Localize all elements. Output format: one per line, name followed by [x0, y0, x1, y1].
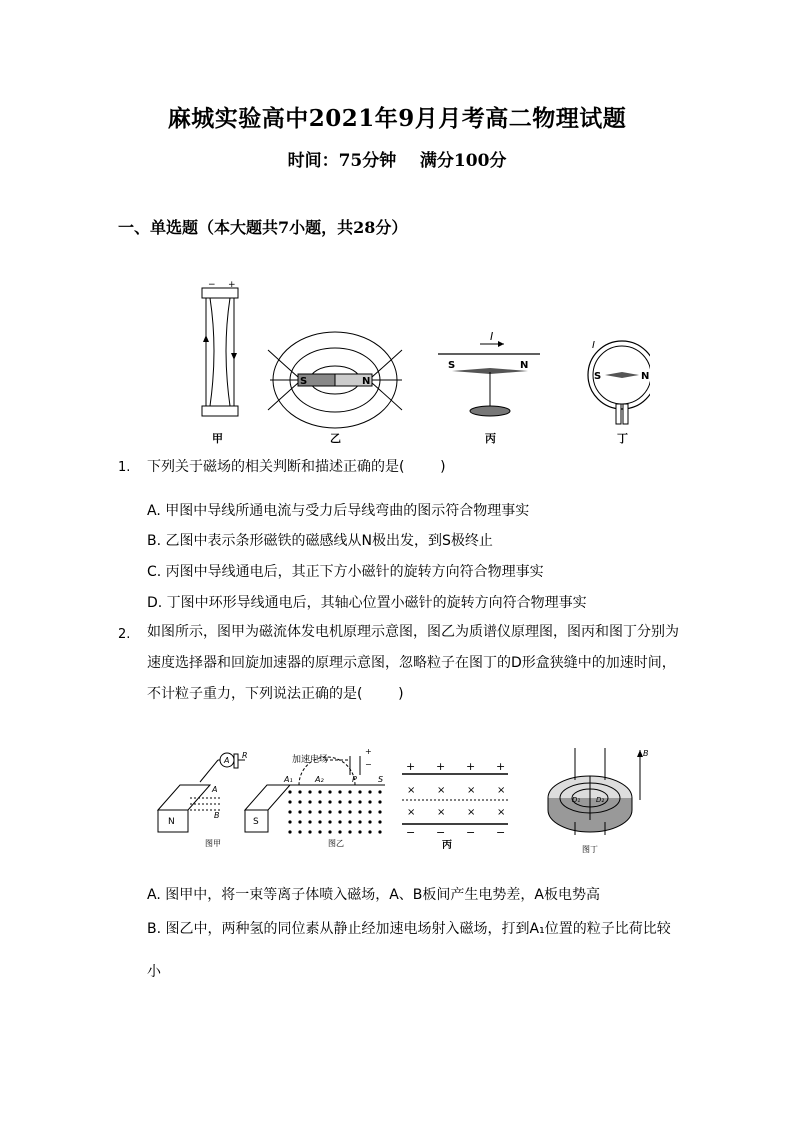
caption-fig-yi: 图乙 — [328, 839, 344, 848]
svg-text:I: I — [490, 330, 494, 343]
magnetism-diagrams — [190, 280, 650, 450]
svg-text:−: − — [436, 826, 446, 839]
svg-text:×: × — [467, 807, 476, 818]
svg-text:×: × — [407, 807, 416, 818]
q2-answer-paren: ( ) — [357, 686, 404, 702]
q1-answer-paren: ( ) — [399, 459, 446, 475]
svg-text:+: + — [406, 760, 416, 773]
figure-1 — [190, 280, 650, 450]
q1-number: 1. — [118, 460, 131, 475]
svg-text:A: A — [212, 785, 218, 794]
svg-text:D₂: D₂ — [596, 796, 605, 804]
svg-text:+: + — [365, 747, 372, 756]
q2-option-a: A. 图甲中，将一束等离子体喷入磁场，A、B板间产生电势差，A板电势高 — [147, 887, 600, 903]
diagram-yi — [268, 332, 402, 445]
svg-text:加速电场: 加速电场 — [292, 755, 329, 765]
caption-fig-bing: 丙 — [442, 840, 452, 851]
q2-number: 2. — [118, 627, 131, 642]
svg-text:R: R — [242, 751, 248, 760]
svg-text:×: × — [407, 785, 416, 796]
caption-fig-ding: 图丁 — [582, 845, 598, 854]
diagram-jia — [202, 280, 238, 445]
diagram-mass-spectrometer — [283, 747, 385, 848]
diagram-mhd-generator — [158, 751, 290, 848]
svg-text:N: N — [168, 817, 175, 827]
page-title: 麻城实验高中2021年9月月考高二物理试题 — [167, 105, 627, 132]
svg-text:I: I — [592, 340, 595, 351]
svg-text:×: × — [497, 785, 506, 796]
svg-text:+: + — [496, 760, 506, 773]
q2-option-b: B. 图乙中，两种氢的同位素从静止经加速电场射入磁场，打到A₁位置的粒子比荷比较 — [147, 921, 671, 937]
svg-text:N: N — [520, 360, 529, 371]
svg-text:−: − — [208, 280, 216, 290]
svg-text:+: + — [436, 760, 446, 773]
svg-text:×: × — [497, 807, 506, 818]
q1-stem-row — [147, 452, 446, 483]
svg-text:−: − — [406, 826, 416, 839]
device-diagrams — [150, 740, 650, 860]
q2-stem-line: 速度选择器和回旋加速器的原理示意图，忽略粒子在图丁的D形盒狭缝中的加速时间， — [147, 655, 676, 671]
caption-ding: 丁 — [617, 432, 628, 445]
svg-text:N: N — [641, 371, 650, 382]
q1-option-c: C. 丙图中导线通电后，其正下方小磁针的旋转方向符合物理事实 — [147, 564, 544, 580]
q1-stem: 下列关于磁场的相关判断和描述正确的是 — [147, 459, 399, 475]
q1-option-a: A. 甲图中导线所通电流与受力后导线弯曲的图示符合物理事实 — [147, 503, 530, 519]
q1-option-d: D. 丁图中环形导线通电后，其轴心位置小磁针的旋转方向符合物理事实 — [147, 595, 587, 611]
caption-jia: 甲 — [212, 432, 223, 445]
svg-text:A₁: A₁ — [284, 775, 293, 784]
q2-stem-line: 不计粒子重力，下列说法正确的是( ) — [147, 686, 404, 702]
section-heading: 一、单选题（本大题共7小题，共28分） — [118, 218, 408, 237]
svg-text:×: × — [467, 785, 476, 796]
svg-text:A₂: A₂ — [315, 775, 324, 784]
svg-text:+: + — [228, 280, 236, 290]
svg-text:B: B — [643, 749, 649, 758]
svg-text:+: + — [466, 760, 476, 773]
svg-text:−: − — [496, 826, 506, 839]
diagram-bing — [438, 330, 540, 445]
diagram-velocity-selector — [402, 760, 508, 851]
caption-bing: 丙 — [485, 432, 496, 445]
caption-fig-jia: 图甲 — [205, 839, 221, 848]
caption-yi: 乙 — [330, 432, 341, 445]
svg-text:S: S — [300, 376, 308, 387]
svg-text:B: B — [214, 811, 220, 820]
q2-stem-line: 如图所示，图甲为磁流体发电机原理示意图，图乙为质谱仪原理图，图丙和图丁分别为 — [147, 624, 679, 640]
svg-text:N: N — [362, 376, 371, 387]
svg-text:×: × — [437, 785, 446, 796]
svg-text:D₁: D₁ — [572, 796, 581, 804]
svg-text:S: S — [253, 817, 259, 827]
q2-stem — [147, 617, 687, 710]
figure-2 — [150, 740, 650, 860]
svg-text:−: − — [466, 826, 476, 839]
q1-option-b: B. 乙图中表示条形磁铁的磁感线从N极出发，到S极终止 — [147, 533, 493, 549]
svg-text:−: − — [365, 760, 372, 769]
exam-info: 时间：75分钟 满分100分 — [287, 151, 507, 171]
q2-option-b-cont: 小 — [147, 964, 161, 980]
svg-text:S: S — [448, 360, 456, 371]
svg-text:S: S — [594, 371, 602, 382]
diagram-cyclotron — [548, 748, 649, 854]
svg-text:S: S — [378, 775, 384, 784]
svg-text:×: × — [437, 807, 446, 818]
diagram-ding — [588, 340, 650, 445]
svg-text:A: A — [224, 756, 230, 765]
svg-text:P: P — [352, 775, 357, 784]
